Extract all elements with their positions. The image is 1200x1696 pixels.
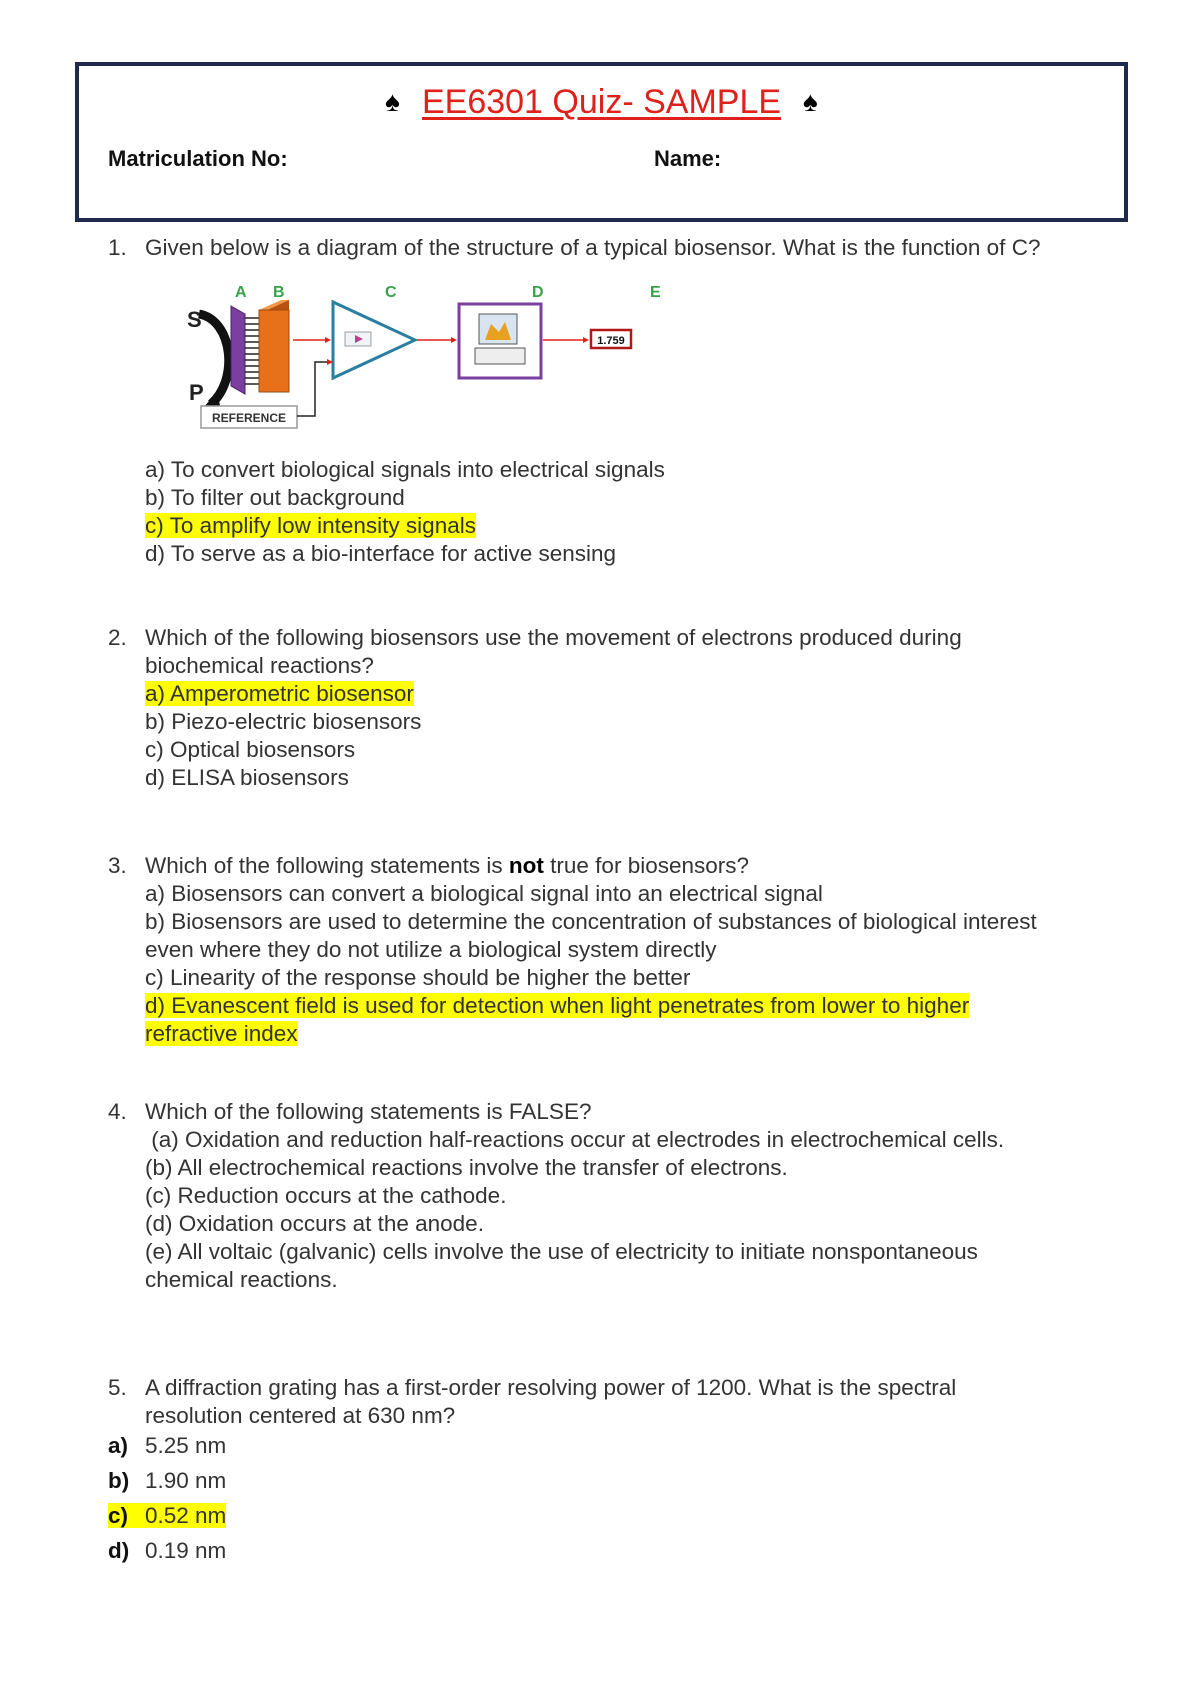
diagram-label-a: A xyxy=(235,284,247,301)
display-value: 1.759 xyxy=(597,335,625,347)
option-b: b) 1.90 nm xyxy=(108,1468,227,1493)
option-c: (c) Reduction occurs at the cathode. xyxy=(145,1183,507,1208)
question-text-line2: biochemical reactions? xyxy=(145,653,374,678)
option-e-line1: (e) All voltaic (galvanic) cells involve the use of electricity to initiate nonspontaneous xyxy=(145,1239,978,1264)
option-c-highlighted: c) 0.52 nm xyxy=(108,1503,227,1528)
option-a: (a) Oxidation and reduction half-reactions occur at electrodes in electrochemical cells. xyxy=(145,1127,1005,1152)
option-b-line2: even where they do not utilize a biological system directly xyxy=(145,937,717,962)
diagram-label-b: B xyxy=(273,284,285,301)
question-text-line1: A diffraction grating has a first-order resolving power of 1200. What is the spectral xyxy=(145,1375,957,1400)
question-text: Given below is a diagram of the structure of a typical biosensor. What is the function of C? xyxy=(145,235,1041,260)
question-number: 4. xyxy=(108,1099,127,1124)
question-number: 2. xyxy=(108,625,127,650)
emphasis-not: not xyxy=(508,853,544,878)
question-text-line2: resolution centered at 630 nm? xyxy=(145,1403,456,1428)
option-b-line1: b) Biosensors are used to determine the concentration of substances of biological interest xyxy=(145,909,1037,934)
question-number: 5. xyxy=(108,1375,127,1400)
option-e-line2: chemical reactions. xyxy=(145,1267,338,1292)
option-b: b) Piezo-electric biosensors xyxy=(145,709,422,734)
quiz-title: EE6301 Quiz- SAMPLE xyxy=(421,83,782,121)
option-c-highlighted: c) To amplify low intensity signals xyxy=(145,513,476,538)
diagram-label-e: E xyxy=(650,284,661,301)
option-d: d) 0.19 nm xyxy=(108,1538,227,1563)
option-d: d) ELISA biosensors xyxy=(145,765,349,790)
question-number: 3. xyxy=(108,853,127,878)
option-a: a) To convert biological signals into electrical signals xyxy=(145,457,665,482)
question-number: 1. xyxy=(108,235,127,260)
question-text-line1: Which of the following biosensors use the movement of electrons produced during xyxy=(145,625,962,650)
question-5-options xyxy=(108,1428,226,1568)
spade-right-icon: ♠ xyxy=(803,86,818,117)
header-box xyxy=(75,62,1128,222)
option-c: c) Linearity of the response should be higher the better xyxy=(145,965,691,990)
transducer-pins xyxy=(245,318,259,384)
matriculation-label: Matriculation No: xyxy=(108,146,288,171)
option-b: b) To filter out background xyxy=(145,485,405,510)
diagram-label-s: S xyxy=(187,307,202,332)
diagram-label-c: C xyxy=(385,284,397,301)
diagram-label-d: D xyxy=(532,284,544,301)
option-b: (b) All electrochemical reactions involve the transfer of electrons. xyxy=(145,1155,788,1180)
diagram-label-p: P xyxy=(189,380,204,405)
biosensor-diagram xyxy=(185,280,695,440)
option-a: a) 5.25 nm xyxy=(108,1433,227,1458)
option-d-line2-highlighted: refractive index xyxy=(145,1021,298,1046)
option-a-highlighted: a) Amperometric biosensor xyxy=(145,681,414,706)
transducer-b xyxy=(259,310,289,392)
option-d: d) To serve as a bio-interface for active sensing xyxy=(145,541,617,566)
spade-left-icon: ♠ xyxy=(385,86,400,117)
bioreceptor-a xyxy=(231,306,245,394)
question-text: Which of the following statements is FALSE? xyxy=(145,1099,592,1124)
option-c: c) Optical biosensors xyxy=(145,737,356,762)
option-d-line1-highlighted: d) Evanescent field is used for detection when light penetrates from lower to higher xyxy=(145,993,970,1018)
question-text: Which of the following statements is not true for biosensors? xyxy=(145,853,750,878)
reference-wire xyxy=(297,362,327,416)
option-d: (d) Oxidation occurs at the anode. xyxy=(145,1211,484,1236)
option-a: a) Biosensors can convert a biological signal into an electrical signal xyxy=(145,881,823,906)
computer-base-icon xyxy=(475,348,525,364)
name-label: Name: xyxy=(654,146,722,171)
reference-label: REFERENCE xyxy=(211,411,287,425)
quiz-title-row xyxy=(79,80,1124,124)
